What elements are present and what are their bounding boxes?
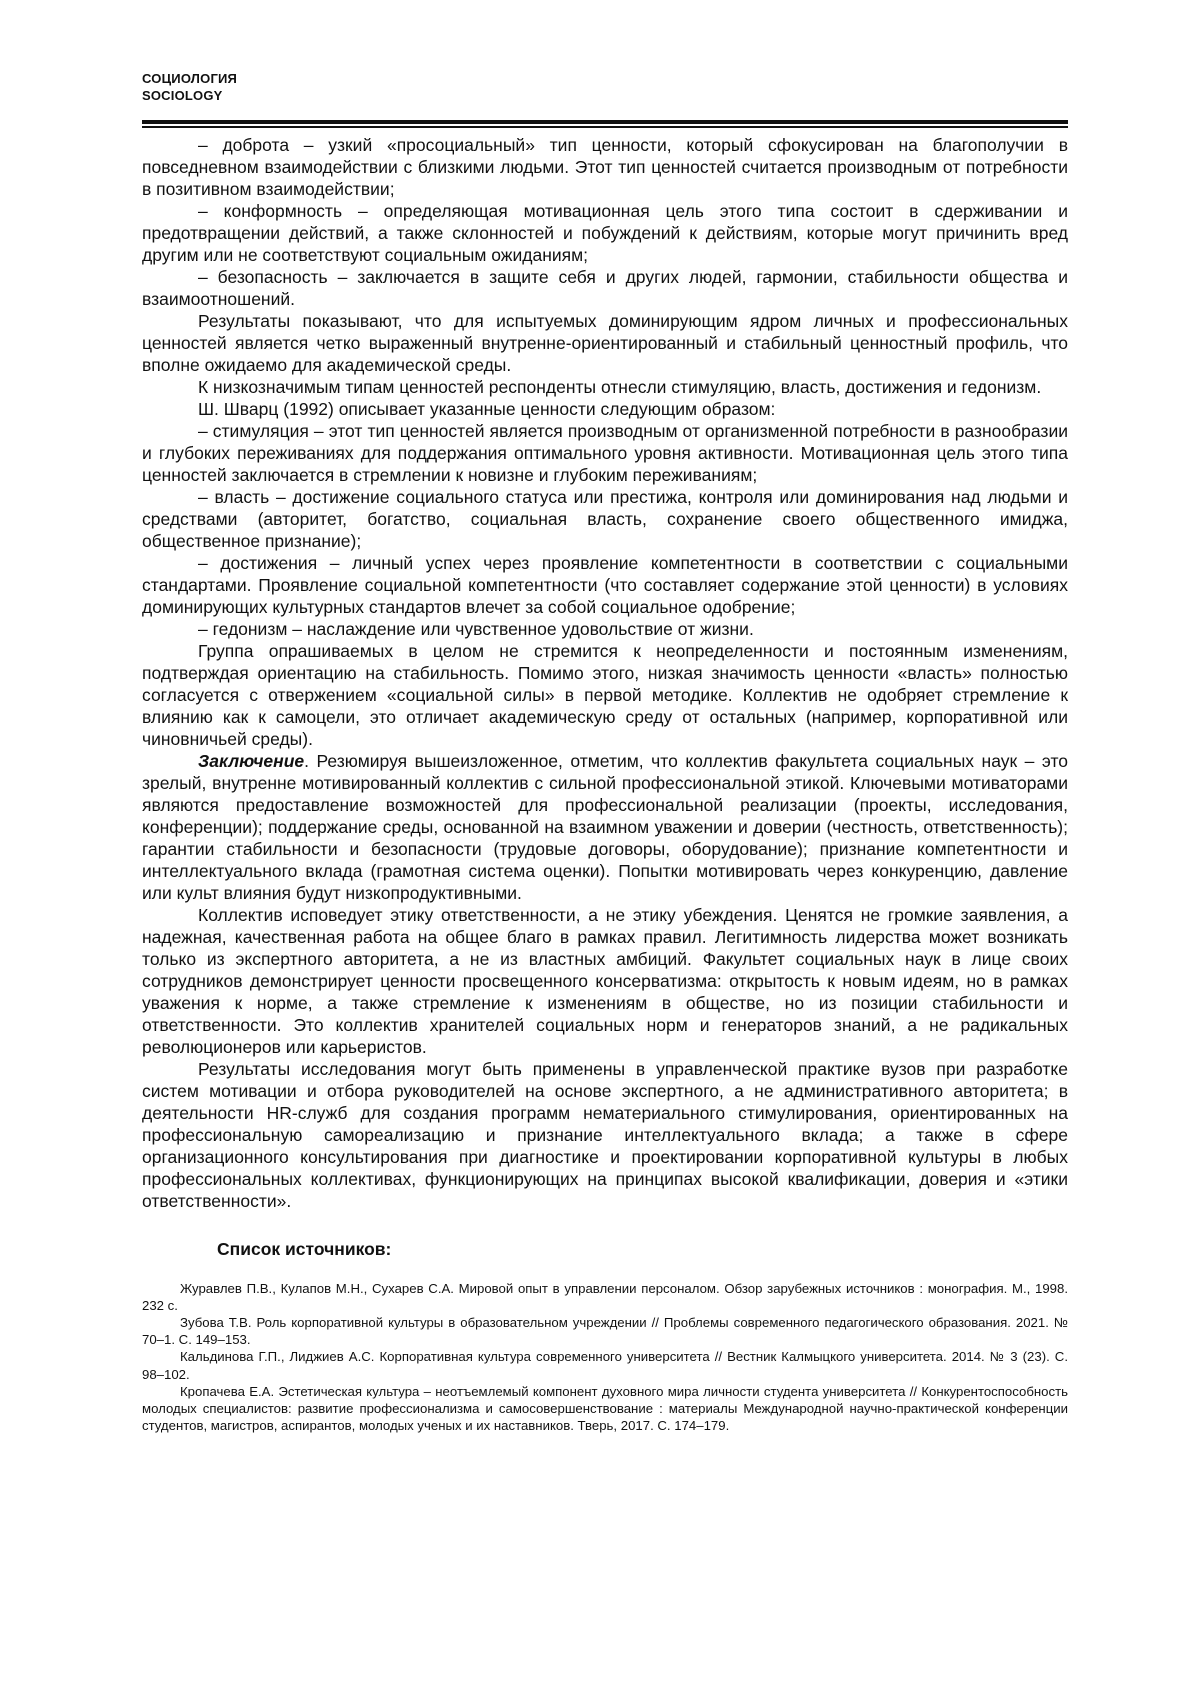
paragraph-group: Группа опрашиваемых в целом не стремится к неопределенности и постоянным изменениям, подтверждая ориентацию на стабильность. Помимо этого, низкая значимость ценности «власть» полностью согласуется с отвержением «социальной силы» в первой методике. Коллектив не одобряет стремление к влиянию как к самоцели, это отличает академическую среду от остальных (например, корпоративной или чиновничьей среды).: [142, 640, 1068, 749]
paragraph-power: – власть – достижение социального статуса или престижа, контроля или доминирования над людьми и средствами (авторитет, богатство, социальная власть, сохранение своего общественного имиджа, общественное признание);: [142, 486, 1068, 551]
paragraph-stimulation: – стимуляция – этот тип ценностей является производным от организменной потребности в разнообразии и глубоких переживаниях для поддержания оптимального уровня активности. Мотивационная цель этого типа ценностей заключается в стремлении к новизне и глубоким переживаниям;: [142, 420, 1068, 485]
paragraph-security: – безопасность – заключается в защите себя и других людей, гармонии, стабильности общества и взаимоотношений.: [142, 266, 1068, 309]
header-rule-thin: [142, 126, 1068, 128]
paragraph-conclusion: [142, 750, 1068, 904]
reference-item: Журавлев П.В., Кулапов М.Н., Сухарев С.А. Мировой опыт в управлении персоналом. Обзор зарубежных источников : монография. М., 1998. 232 с.: [142, 1280, 1068, 1313]
running-header-en: SOCIOLOGY: [142, 88, 223, 103]
conclusion-text: . Резюмируя вышеизложенное, отметим, что коллектив факультета социальных наук – это зрелый, внутренне мотивированный коллектив с сильной профессиональной этикой. Ключевыми мотиваторами являются предоставление возможностей для профессиональной реализации (проекты, исследования, конференции); поддержание среды, основанной на взаимном уважении и доверии (честность, ответственность); гарантии стабильности и безопасности (трудовые договоры, оборудование); признание компетентности и интеллектуального вклада (грамотная система оценки). Попытки мотивировать через конкуренцию, давление или культ влияния будут низкопродуктивными.: [142, 750, 1068, 903]
paragraph-application: Результаты исследования могут быть применены в управленческой практике вузов при разработке систем мотивации и отбора руководителей на основе экспертного, а не административного авторитета; в деятельности HR-служб для создания программ нематериального стимулирования, ориентированных на профессиональную самореализацию и признание интеллектуального вклада; а также в сфере организационного консультирования при диагностике и проектировании корпоративной культуры в любых профессиональных коллективах, функционирующих на принципах высокой квалификации, доверия и «этики ответственности».: [142, 1058, 1068, 1211]
paragraph-kindness: – доброта – узкий «просоциальный» тип ценности, который сфокусирован на благополучии в повседневном взаимодействии с близкими людьми. Этот тип ценностей считается производным от потребности в позитивном взаимодействии;: [142, 134, 1068, 199]
article-body: [142, 134, 1068, 1212]
conclusion-label: Заключение: [198, 750, 305, 771]
paragraph-low-values: К низкозначимым типам ценностей респонденты отнесли стимуляцию, власть, достижения и гедонизм.: [198, 376, 1042, 397]
paragraph-achievement: – достижения – личный успех через проявление компетентности в соответствии с социальными стандартами. Проявление социальной компетентности (что составляет содержание этой ценности) в условиях доминирующих культурных стандартов влечет за собой социальное одобрение;: [142, 552, 1068, 617]
running-header-ru: СОЦИОЛОГИЯ: [142, 71, 238, 86]
reference-item: Кальдинова Г.П., Лиджиев А.С. Корпоративная культура современного университета // Вестник Калмыцкого университета. 2014. № 3 (23). С. 98–102.: [142, 1349, 1068, 1382]
references-title: Список источников:: [217, 1238, 392, 1259]
paragraph-schwartz: Ш. Шварц (1992) описывает указанные ценности следующим образом:: [198, 398, 776, 419]
paragraph-conformity: – конформность – определяющая мотивационная цель этого типа состоит в сдерживании и предотвращении действий, а также склонностей и побуждений к действиям, которые могут причинить вред другим или не соответствуют социальным ожиданиям;: [142, 200, 1068, 265]
paragraph-results: Результаты показывают, что для испытуемых доминирующим ядром личных и профессиональных ценностей является четко выраженный внутренне-ориентированный и стабильный ценностный профиль, что вполне ожидаемо для академической среды.: [142, 310, 1068, 375]
reference-item: Кропачева Е.А. Эстетическая культура – неотъемлемый компонент духовного мира личности студента университета // Конкурентоспособность молодых специалистов: развитие профессионализма и самосовершенствование : материалы Международной научно-практической конференции студентов, магистров, аспирантов, молодых ученых и их наставников. Тверь, 2017. С. 174–179.: [142, 1383, 1068, 1434]
paragraph-ethics: Коллектив исповедует этику ответственности, а не этику убеждения. Ценятся не громкие заявления, а надежная, качественная работа на общее благо в рамках правил. Легитимность лидерства может возникать только из экспертного авторитета, а не из властных амбиций. Факультет социальных наук в лице своих сотрудников демонстрирует ценности просвещенного консерватизма: открытость к новым идеям, но в рамках уважения к норме, а также стремление к изменениям в обществе, но из позиции стабильности и ответственности. Это коллектив хранителей социальных норм и генераторов знаний, а не радикальных революционеров или карьеристов.: [142, 904, 1068, 1057]
paragraph-hedonism: – гедонизм – наслаждение или чувственное удовольствие от жизни.: [198, 618, 754, 639]
header-rule-thick: [142, 120, 1068, 124]
references-list: [142, 1280, 1068, 1435]
reference-item: Зубова Т.В. Роль корпоративной культуры в образовательном учреждении // Проблемы современного педагогического образования. 2021. № 70–1. С. 149–153.: [142, 1314, 1068, 1348]
journal-page: [142, 70, 1068, 1434]
